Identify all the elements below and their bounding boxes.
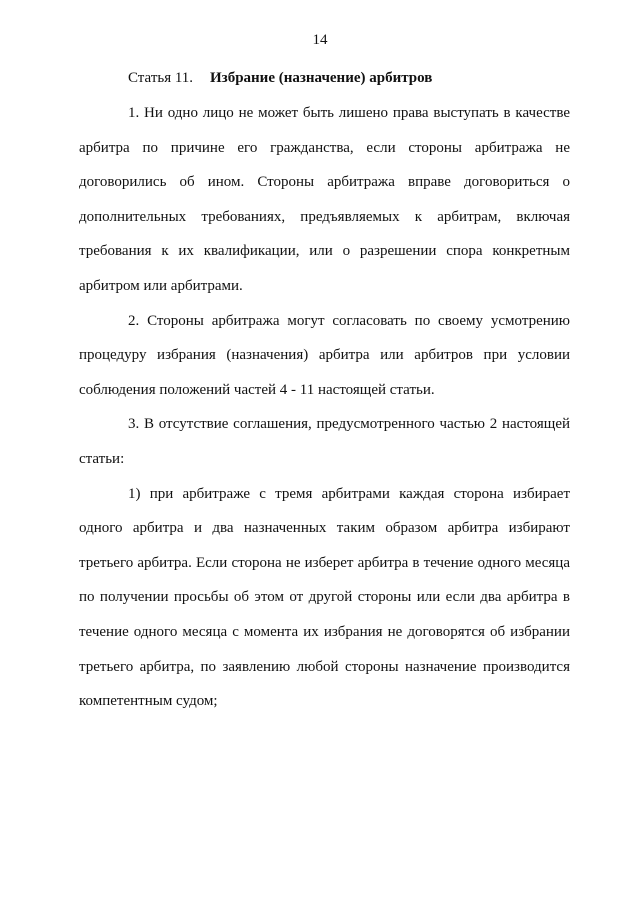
paragraph-1: 1. Ни одно лицо не может быть лишено права выступать в качестве арбитра по причине его гражданства, если стороны арбитража не договорились об ином. Стороны арбитража вправе договориться о дополнительных требованиях, предъявляемых к арбитрам, включая требования к их квалификации, или о разрешении спора конкретным арбитром или арбитрами. <box>79 105 570 294</box>
article-body <box>79 96 570 719</box>
article-title: Избрание (назначение) арбитров <box>210 70 433 86</box>
paragraph-2: 2. Стороны арбитража могут согласовать по своему усмотрению процедуру избрания (назначения) арбитра или арбитров при условии соблюдения положений частей 4 - 11 настоящей статьи. <box>79 312 570 398</box>
article-heading <box>128 70 432 87</box>
paragraph-3-item-1: 1) при арбитраже с тремя арбитрами каждая сторона избирает одного арбитра и два назначенных таким образом арбитра избирают третьего арбитра. Если сторона не изберет арбитра в течение одного месяца по получении просьбы об этом от другой стороны или если два арбитра в течение одного месяца с момента их избрания не договорятся об избрании третьего арбитра, по заявлению любой стороны назначение производится компетентным судом; <box>79 485 570 710</box>
article-label: Статья 11. <box>128 70 194 86</box>
paragraph-3: 3. В отсутствие соглашения, предусмотренного частью 2 настоящей статьи: <box>79 416 570 467</box>
page-number: 14 <box>312 32 328 48</box>
